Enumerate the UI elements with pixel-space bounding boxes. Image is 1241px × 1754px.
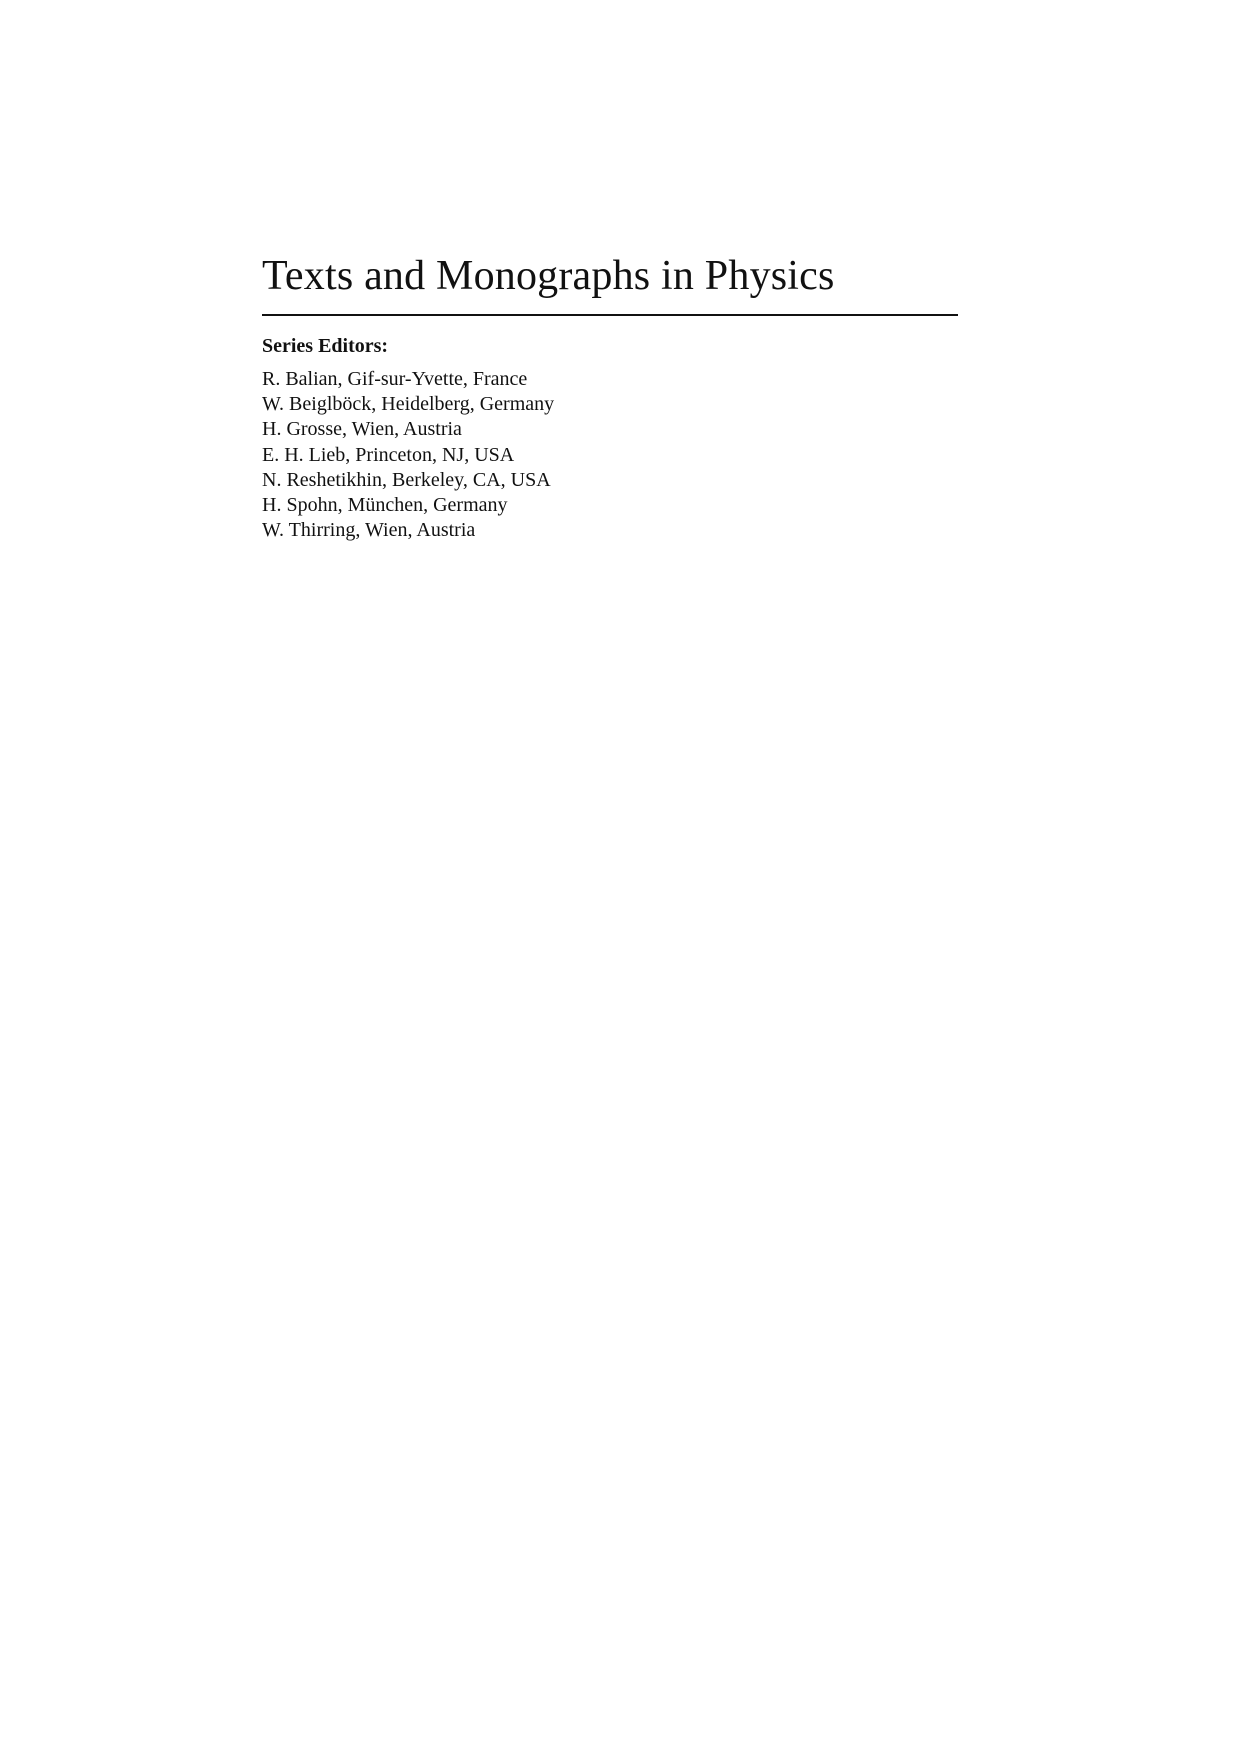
editors-list (262, 367, 958, 543)
series-title: Texts and Monographs in Physics (262, 253, 835, 299)
editor-item: W. Thirring, Wien, Austria (262, 519, 476, 542)
editor-item: H. Spohn, München, Germany (262, 494, 508, 517)
editor-item: R. Balian, Gif-sur-Yvette, France (262, 368, 528, 390)
editors-heading: Series Editors: (262, 335, 389, 357)
editor-item: E. H. Lieb, Princeton, NJ, USA (262, 443, 515, 466)
editor-item: W. Beiglböck, Heidelberg, Germany (262, 393, 555, 416)
editor-item: N. Reshetikhin, Berkeley, CA, USA (262, 468, 551, 491)
series-block (262, 250, 958, 543)
title-rule (262, 314, 958, 316)
editor-item: H. Grosse, Wien, Austria (262, 418, 462, 441)
